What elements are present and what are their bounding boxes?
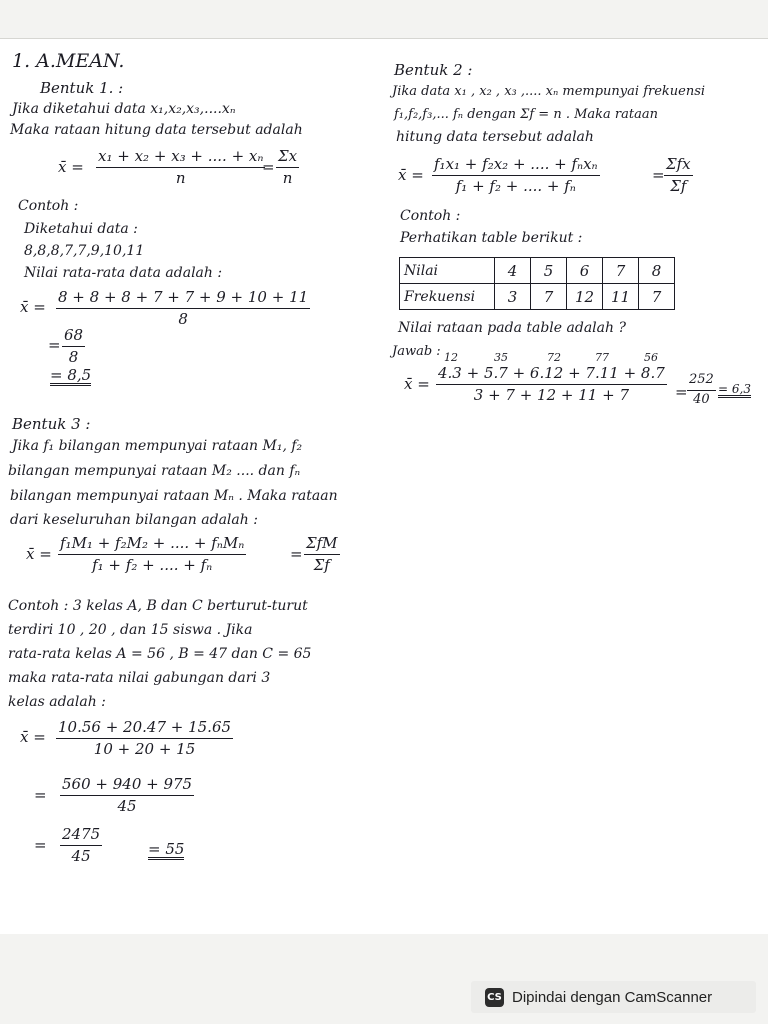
form3-step3-equals: = (34, 836, 47, 854)
product-value: 77 (595, 351, 609, 364)
table-cell: 7 (603, 258, 639, 284)
form3-line2: bilangan mempunyai rataan M₂ .... dan fₙ (8, 463, 301, 479)
product-value: 72 (547, 351, 561, 364)
watermark-label: Dipindai dengan CamScanner (512, 988, 713, 1006)
form1-line2: Maka rataan hitung data tersebut adalah (10, 122, 303, 138)
form1-calc-numerator: 8 + 8 + 8 + 7 + 7 + 9 + 10 + 11 (56, 289, 310, 309)
form2-line3: hitung data tersebut adalah (396, 129, 594, 145)
form2-calc-equals: = (675, 383, 688, 401)
form1-example-line1: Diketahui data : (24, 221, 138, 237)
form3-formula-numerator: f₁M₁ + f₂M₂ + .... + fₙMₙ (58, 535, 246, 555)
table-cell: 6 (567, 258, 603, 284)
form2-question: Nilai rataan pada table adalah ? (398, 320, 626, 336)
table-cell: 11 (603, 284, 639, 310)
form1-step2-fraction (62, 327, 85, 367)
form2-calc-fraction (436, 365, 667, 405)
form1-step2-numerator: 68 (62, 327, 85, 347)
form2-example-title: Contoh : (400, 208, 461, 224)
form2-result-numerator: 252 (687, 373, 716, 391)
form3-step2-denominator: 45 (117, 797, 137, 816)
form1-calc-denominator: 8 (178, 310, 188, 329)
form3-formula-fraction (58, 535, 246, 575)
form1-formula-lhs: x̄ = (58, 158, 84, 176)
form2-result-fraction (687, 373, 716, 408)
camscanner-watermark (471, 981, 756, 1013)
form2-sum-numerator: Σfx (664, 156, 693, 176)
form2-line1: Jika data x₁ , x₂ , x₃ ,.... xₙ mempunyai frekuensi (392, 84, 706, 99)
form3-example-line3: rata-rata kelas A = 56 , B = 47 dan C = 65 (8, 646, 312, 662)
camscanner-logo-icon: CS (485, 988, 504, 1007)
form2-line2: f₁,f₂,f₃,... fₙ dengan Σf = n . Maka rataan (394, 107, 658, 122)
form3-line4: dari keseluruhan bilangan adalah : (10, 512, 258, 528)
form2-answer-label: Jawab : (392, 344, 441, 359)
table-row-nilai (400, 258, 675, 284)
table-row-label: Frekuensi (400, 284, 495, 310)
form1-calc-fraction (56, 289, 310, 329)
form1-line1: Jika diketahui data x₁,x₂,x₃,....xₙ (12, 101, 236, 117)
form2-title: Bentuk 2 : (394, 61, 473, 79)
form1-formula-fraction (96, 148, 265, 188)
form1-formula-denominator: n (175, 169, 186, 188)
form3-step3-denominator: 45 (71, 847, 91, 866)
table-row-frekuensi (400, 284, 675, 310)
form3-formula-lhs: x̄ = (26, 545, 52, 563)
form3-example-line5: kelas adalah : (8, 694, 106, 710)
form3-example-line1: Contoh : 3 kelas A, B dan C berturut-turut (8, 598, 308, 614)
table-row-label: Nilai (400, 258, 495, 284)
form3-step2-fraction (60, 776, 194, 816)
form1-example-question: Nilai rata-rata data adalah : (24, 265, 223, 281)
table-cell: 8 (639, 258, 675, 284)
form3-line3: bilangan mempunyai rataan Mₙ . Maka rataan (10, 488, 338, 504)
product-value: 12 (444, 351, 458, 364)
form3-line1: Jika f₁ bilangan mempunyai rataan M₁, f₂ (12, 438, 303, 454)
form1-step2-equals: = (48, 336, 61, 354)
table-cell: 4 (495, 258, 531, 284)
form2-result-denominator: 40 (693, 391, 710, 407)
form3-example-line2: terdiri 10 , 20 , dan 15 siswa . Jika (8, 622, 253, 638)
section-heading: 1. A.MEAN. (12, 50, 125, 72)
form3-calc-denominator: 10 + 20 + 15 (93, 740, 196, 759)
form3-calc-fraction (56, 719, 233, 759)
form3-example-line4: maka rata-rata nilai gabungan dari 3 (8, 670, 271, 686)
product-value: 35 (494, 351, 508, 364)
frequency-table (399, 257, 675, 310)
form3-step3-fraction (60, 826, 102, 866)
form3-calc-lhs: x̄ = (20, 728, 46, 746)
form2-calc-numerator: 4.3 + 5.7 + 6.12 + 7.11 + 8.7 (436, 365, 667, 385)
form1-sum-numerator: Σx (276, 148, 299, 168)
form2-formula-numerator: f₁x₁ + f₂x₂ + .... + fₙxₙ (432, 156, 600, 176)
form1-step2-denominator: 8 (68, 348, 79, 367)
form2-formula-denominator: f₁ + f₂ + .... + fₙ (455, 177, 576, 196)
form2-formula-equals: = (652, 166, 665, 184)
form3-result: = 55 (148, 840, 185, 858)
form1-title: Bentuk 1. : (40, 79, 124, 97)
form1-formula-numerator: x₁ + x₂ + x₃ + .... + xₙ (96, 148, 265, 168)
form1-sum-fraction (276, 148, 299, 188)
form1-example-title: Contoh : (18, 198, 79, 214)
form3-formula-equals: = (290, 545, 303, 563)
form1-calc-lhs: x̄ = (20, 298, 46, 316)
form3-title: Bentuk 3 : (12, 415, 91, 433)
form3-step3-numerator: 2475 (60, 826, 102, 846)
form3-sum-fraction (304, 535, 340, 575)
form3-sum-denominator: Σf (313, 556, 330, 575)
table-cell: 7 (531, 284, 567, 310)
form3-step2-numerator: 560 + 940 + 975 (60, 776, 194, 796)
form3-calc-numerator: 10.56 + 20.47 + 15.65 (56, 719, 233, 739)
form2-sum-fraction (664, 156, 693, 196)
form3-sum-numerator: ΣfM (304, 535, 340, 555)
form2-example-line1: Perhatikan table berikut : (400, 230, 583, 246)
form2-calc-lhs: x̄ = (404, 375, 430, 393)
form2-formula-lhs: x̄ = (398, 166, 424, 184)
form2-formula-fraction (432, 156, 600, 196)
form1-result: = 8,5 (50, 366, 92, 384)
form3-step2-equals: = (34, 786, 47, 804)
table-cell: 7 (639, 284, 675, 310)
table-cell: 12 (567, 284, 603, 310)
table-cell: 3 (495, 284, 531, 310)
form1-example-data: 8,8,8,7,7,9,10,11 (24, 243, 145, 259)
form2-calc-denominator: 3 + 7 + 12 + 11 + 7 (473, 386, 629, 405)
form1-formula-equals: = (262, 158, 275, 176)
product-value: 56 (644, 351, 658, 364)
table-cell: 5 (531, 258, 567, 284)
form3-formula-denominator: f₁ + f₂ + .... + fₙ (92, 556, 213, 575)
form2-sum-denominator: Σf (670, 177, 687, 196)
form1-sum-denominator: n (282, 169, 293, 188)
form2-result: = 6,3 (718, 382, 751, 396)
